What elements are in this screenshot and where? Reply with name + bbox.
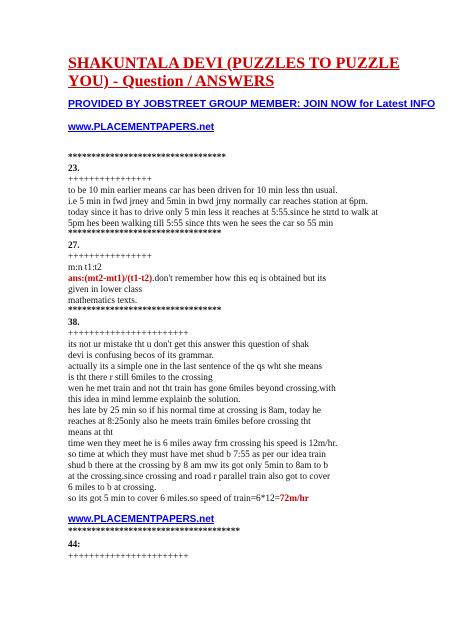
- q23-line-2: i.e 5 min in fwd jrney and 5min in bwd jrny normally car reaches station at 6pm.: [68, 197, 369, 207]
- q27-line-2-rest: .don't remember how this eq is obtained but its: [152, 274, 327, 284]
- separator-stars-2: *************************************: [68, 527, 240, 537]
- q23-line-1: to be 10 min earlier means car has been driven for 10 min less thn usual.: [68, 186, 338, 196]
- q27-number: 27.: [68, 241, 80, 251]
- q27-line-2: [68, 274, 326, 285]
- q38-line-14: 6 miles to b at crossing.: [68, 483, 157, 493]
- q38-line-6: this idea in mind lemme explainb the solution.: [68, 395, 241, 405]
- q23-number: 23.: [68, 164, 80, 174]
- q38-line-9: means at tht: [68, 428, 113, 438]
- q27-plus-line: ++++++++++++++++: [68, 252, 152, 262]
- q27-line-1: m:n t1:t2: [68, 263, 102, 273]
- q27-answer: ans:(mt2-mt1)/(t1-t2): [68, 274, 153, 284]
- q38-line-7: hes late by 25 min so if his normal time at crossing is 8am, today he: [68, 406, 322, 416]
- q38-line-15-text: so its got 5 min to cover 6 miles.so speed of train=6*12=: [68, 494, 280, 504]
- site-link-top[interactable]: www.PLACEMENTPAPERS.net: [68, 122, 215, 133]
- q38-line-10: time wen they meet he is 6 miles away frm crossing his speed is 12m/hr.: [68, 439, 338, 449]
- q38-line-3: actually its a simple one in the last sentence of the qs wht she means: [68, 362, 323, 372]
- q38-line-15: [68, 494, 309, 505]
- q38-line-8: reaches at 8:25only also he meets train 6miles before crossing tht: [68, 417, 311, 427]
- q27-stars: *********************************: [68, 306, 222, 316]
- q38-line-12: shud b there at the crossing by 8 am mw its got only 5min to 8am to b: [68, 461, 329, 471]
- q38-line-11: so time at which they must have met shud b 7:55 as per our idea train: [68, 450, 326, 460]
- q38-plus-line: +++++++++++++++++++++++: [68, 329, 189, 339]
- q38-line-5: wen he met train and not tht train has gone 6miles beyond crossing.with: [68, 384, 336, 394]
- q23-line-3: today since it has to drive only 5 min less it reaches at 5:55.since he strtd to walk at: [68, 208, 379, 218]
- q38-answer: 72m/hr: [279, 494, 309, 504]
- q27-line-4: mathematics texts.: [68, 296, 138, 306]
- q38-line-2: devi is confusing becos of its grammar.: [68, 351, 214, 361]
- q38-line-1: its not ur mistake tht u don't get this answer this question of shak: [68, 340, 310, 350]
- q23-line-4: 5pm hes been walking till 5:55 since thts wen he sees the car so 55 min: [68, 219, 334, 229]
- q23-plus-line: ++++++++++++++++: [68, 175, 152, 185]
- separator-stars: **********************************: [68, 153, 227, 163]
- q38-line-4: is tht there r still 6miles to the crossing: [68, 373, 213, 383]
- page-title: SHAKUNTALA DEVI (PUZZLES TO PUZZLE YOU) - Question / ANSWERS: [68, 55, 400, 90]
- q23-stars: *********************************: [68, 229, 222, 239]
- q44-plus-line: +++++++++++++++++++++++: [68, 552, 189, 562]
- q27-line-3: given in lower class: [68, 285, 143, 295]
- provided-by-link[interactable]: PROVIDED BY JOBSTREET GROUP MEMBER: JOIN NOW for Latest INFO: [68, 98, 436, 110]
- q44-number: 44:: [68, 540, 81, 550]
- site-link-bottom[interactable]: www.PLACEMENTPAPERS.net: [68, 514, 215, 525]
- q38-number: 38.: [68, 318, 80, 328]
- q38-line-13: at the crossing.since crossing and road r parallel train also got to cover: [68, 472, 331, 482]
